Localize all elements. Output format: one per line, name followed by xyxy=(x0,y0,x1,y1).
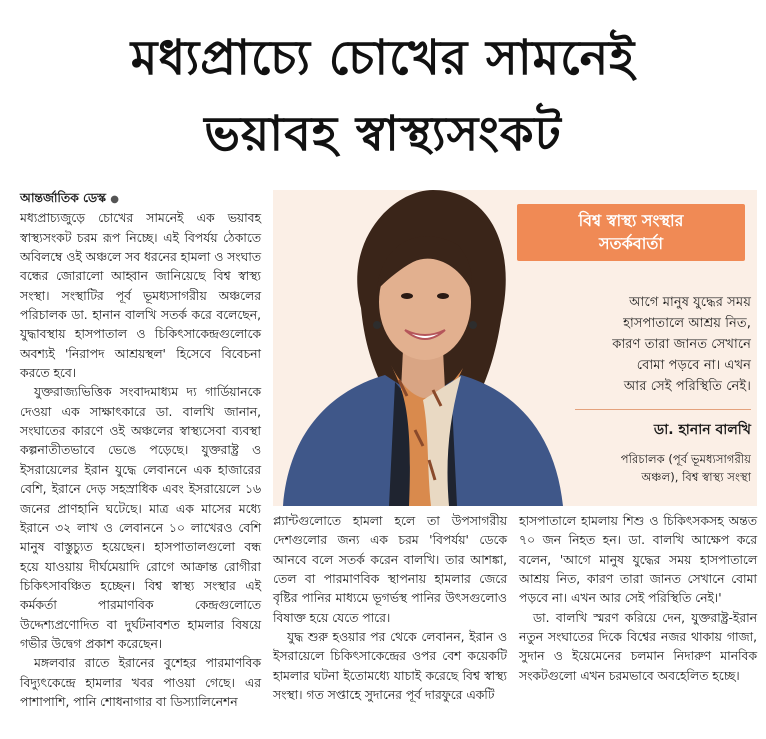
feature-quote-box xyxy=(273,190,757,506)
speaker-role xyxy=(563,450,751,486)
pull-quote xyxy=(537,292,751,397)
bullet-icon: ● xyxy=(110,194,119,205)
paragraph: প্ল্যান্টগুলোতে হামলা হলে তা উপসাগরীয় দেশগুলোর জন্য এক চরম 'বিপর্যয়' ডেকে আনবে বলে সতর্ক করেন বালখি। তার আশঙ্কা, তেল বা পারমাণবিক স্থাপনায় হামলার জেরে বৃষ্টির পানির মাধ্যমে ভূগর্ভস্থ পানির উৎসগুলোও বিষাক্ত হয়ে যেতে পারে। xyxy=(273,514,507,625)
speaker-role-line-2: অঞ্চল), বিশ্ব স্বাস্থ্য সংস্থা xyxy=(641,470,751,484)
article-column-left xyxy=(20,189,261,712)
quote-line: কারণ তারা জানত সেখানে xyxy=(612,337,751,352)
paragraph: হাসপাতালে হামলায় শিশু ও চিকিৎসকসহ অন্তত ৭০ জন নিহত হন। ডা. বালখি আক্ষেপ করে বলেন, 'আগে মানুষ যুদ্ধের সময় হাসপাতালে আশ্রয় নিত, কারণ তারা জানত সেখানে বোমা পড়বে না। এখন আর সেই পরিস্থিতি নেই।' xyxy=(519,514,757,606)
desk-label: আন্তর্জাতিক ডেস্ক xyxy=(20,191,106,205)
paragraph: যুক্তরাজ্যভিত্তিক সংবাদমাধ্যম দ্য গার্ডিয়ানকে দেওয়া এক সাক্ষাৎকারে ডা. বালখি জানান, সংঘাতের কারণে ওই অঞ্চলের স্বাস্থ্যসেবা ব্যবস্থা কল্পনাতীতভাবে ভেঙে পড়েছে। যুক্তরাষ্ট্র ও ইসরায়েলের ইরান যুদ্ধে লেবাননে এক হাজারের বেশি, ইরানে দেড় সহস্রাধিক এবং ইসরায়েলে ১৬ জনের প্রাণহানি ঘটেছে। মাত্র এক মাসের মধ্যে ইরানে ৩২ লাখ ও লেবাননে ১০ লাখেরও বেশি মানুষ বাস্তুচ্যুত হয়েছেন। হাসপাতালগুলো বন্ধ হয়ে যাওয়ায় দীর্ঘমেয়াদি রোগে আক্রান্ত রোগীরা চিকিৎসাবঞ্চিত হচ্ছেন। বিশ্ব স্বাস্থ্য সংস্থার এই কর্মকর্তা পারমাণবিক কেন্দ্রগুলোতে উদ্দেশ্যপ্রণোদিত বা দুর্ঘটনাবশত হামলার বিষয়ে গভীর উদ্বেগ প্রকাশ করেছেন। xyxy=(20,385,261,651)
speaker-role-line-1: পরিচালক (পূর্ব ভূমধ্যসাগরীয় xyxy=(620,452,751,466)
warning-banner xyxy=(517,204,745,261)
headline-line-1: মধ্যপ্রাচ্যে চোখের সামনেই xyxy=(130,30,636,86)
quote-line: হাসপাতালে আশ্রয় নিত, xyxy=(623,316,751,331)
dateline xyxy=(20,189,261,209)
paragraph: ডা. বালখি স্মরণ করিয়ে দেন, যুক্তরাষ্ট্র-ইরান নতুন সংঘাতের দিকে বিশ্বের নজর থাকায় গাজা, সুদান ও ইয়েমেনের চলমান নিদারুণ মানবিক সংকটগুলো এখন চরমভাবে অবহেলিত হচ্ছে। xyxy=(519,610,757,683)
divider xyxy=(575,409,751,410)
quote-line: বোমা পড়বে না। এখন xyxy=(636,358,751,373)
paragraph: যুদ্ধ শুরু হওয়ার পর থেকে লেবানন, ইরান ও ইসরায়েলে চিকিৎসাকেন্দ্রের ওপর বেশ কয়েকটি হামলার ঘটনা ইতোমধ্যে যাচাই করেছে বিশ্ব স্বাস্থ্য সংস্থা। গত সপ্তাহে সুদানের পূর্ব দারফুরে একটি xyxy=(273,630,507,703)
banner-title-line-1: বিশ্ব স্বাস্থ্য সংস্থার xyxy=(578,211,684,230)
quote-line: আর সেই পরিস্থিতি নেই। xyxy=(623,379,751,394)
speaker-name: ডা. হানান বালখি xyxy=(653,422,751,438)
paragraph: মধ্যপ্রাচ্যজুড়ে চোখের সামনেই এক ভয়াবহ স্বাস্থ্যসংকট চরম রূপ নিচ্ছে। এই বিপর্যয় ঠেকাতে অবিলম্বে ওই অঞ্চলে সব ধরনের হামলা ও সংঘাত বন্ধের জোরালো আহ্বান জানিয়েছে বিশ্ব স্বাস্থ্য সংস্থা। সংস্থাটির পূর্ব ভূমধ্যসাগরীয় অঞ্চলের পরিচালক ডা. হানান বালখি সতর্ক করে বলেছেন, যুদ্ধাবস্থায় হাসপাতাল ও চিকিৎসাকেন্দ্রগুলোকে অবশ্যই 'নিরাপদ আশ্রয়স্থল' হিসেবে বিবেচনা করতে হবে। xyxy=(20,211,261,381)
headline-line-2: ভয়াবহ স্বাস্থ্যসংকট xyxy=(204,106,562,162)
article-column-right xyxy=(519,512,757,686)
article-column-middle xyxy=(273,512,507,705)
quote-line: আগে মানুষ যুদ্ধের সময় xyxy=(629,295,751,310)
paragraph: মঙ্গলবার রাতে ইরানের বুশেহর পারমাণবিক বিদ্যুৎকেন্দ্রে হামলার খবর পাওয়া গেছে। এর পাশাপাশি, পানি শোধনাগার বা ডিস্যালিনেশন xyxy=(20,656,261,709)
banner-title-line-2: সতর্কবার্তা xyxy=(599,234,663,253)
